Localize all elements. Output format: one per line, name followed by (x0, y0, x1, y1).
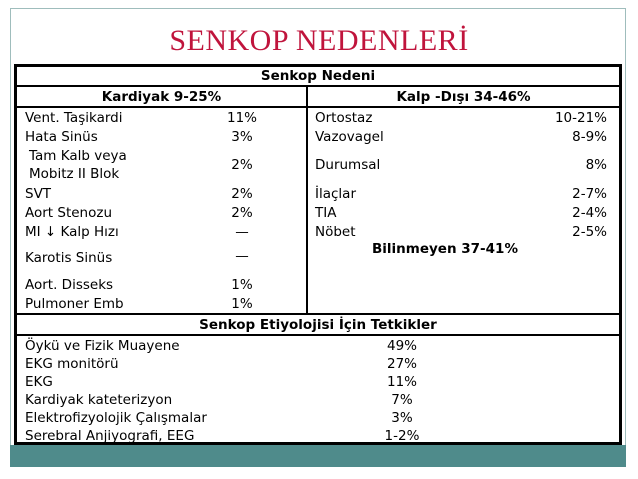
test-value: 11% (386, 374, 417, 390)
noncardiac-value: 8% (585, 157, 607, 173)
tests-header: Senkop Etiyolojisi İçin Tetkikler (199, 317, 437, 333)
column-divider (306, 85, 308, 313)
cardiac-label: Karotis Sinüs (25, 250, 113, 266)
test-value: 1-2% (384, 428, 420, 444)
noncardiac-value: 2-5% (572, 224, 607, 240)
noncardiac-label: İlaçlar (315, 186, 357, 202)
cardiac-label: Aort Stenozu (25, 205, 113, 221)
noncardiac-label: Vazovagel (315, 129, 384, 145)
noncardiac-value: 10-21% (554, 110, 607, 126)
cardiac-value: 1% (231, 296, 253, 312)
noncardiac-header: Kalp -Dışı 34-46% (396, 89, 531, 105)
divider (17, 85, 619, 87)
noncardiac-value: 2-7% (572, 186, 607, 202)
test-value: 49% (386, 338, 417, 354)
noncardiac-value: 2-4% (572, 205, 607, 221)
test-value: 3% (391, 410, 413, 426)
cardiac-header: Kardiyak 9-25% (101, 89, 222, 105)
test-label: Kardiyak kateterizyon (25, 392, 173, 408)
divider (17, 334, 619, 336)
test-value: 27% (386, 356, 417, 372)
cardiac-label: MI ↓ Kalp Hızı (25, 224, 119, 240)
syncope-table (14, 64, 622, 445)
cardiac-label: SVT (25, 186, 52, 202)
divider (17, 106, 619, 108)
cardiac-value: 2% (231, 205, 253, 221)
test-label: EKG monitörü (25, 356, 119, 372)
cardiac-value: — (235, 224, 249, 240)
test-label: Serebral Anjiyografi, EEG (25, 428, 195, 444)
cardiac-value: 2% (231, 186, 253, 202)
noncardiac-value: 8-9% (572, 129, 607, 145)
cardiac-value: 3% (231, 129, 253, 145)
cardiac-value: 1% (231, 277, 253, 293)
cardiac-label: Vent. Taşikardi (25, 110, 123, 126)
test-label: EKG (25, 374, 53, 390)
cardiac-value: 2% (231, 157, 253, 173)
table-main-header: Senkop Nedeni (260, 68, 376, 84)
divider (17, 313, 619, 315)
unknown-causes: Bilinmeyen 37-41% (372, 241, 518, 257)
cardiac-label: Mobitz II Blok (29, 166, 120, 182)
slide-bottom-bar (10, 445, 626, 467)
cardiac-label: Hata Sinüs (25, 129, 98, 145)
test-label: Elektrofizyolojik Çalışmalar (25, 410, 207, 426)
cardiac-label: Tam Kalb veya (29, 148, 127, 164)
test-label: Öykü ve Fizik Muayene (25, 338, 180, 354)
noncardiac-label: Nöbet (315, 224, 356, 240)
slide-title: SENKOP NEDENLERİ (169, 24, 469, 57)
noncardiac-label: Durumsal (315, 157, 381, 173)
cardiac-label: Aort. Disseks (25, 277, 114, 293)
cardiac-label: Pulmoner Emb (25, 296, 124, 312)
cardiac-value: 11% (226, 110, 257, 126)
cardiac-value: — (235, 248, 249, 264)
noncardiac-label: TIA (315, 205, 337, 221)
test-value: 7% (391, 392, 413, 408)
noncardiac-label: Ortostaz (315, 110, 373, 126)
